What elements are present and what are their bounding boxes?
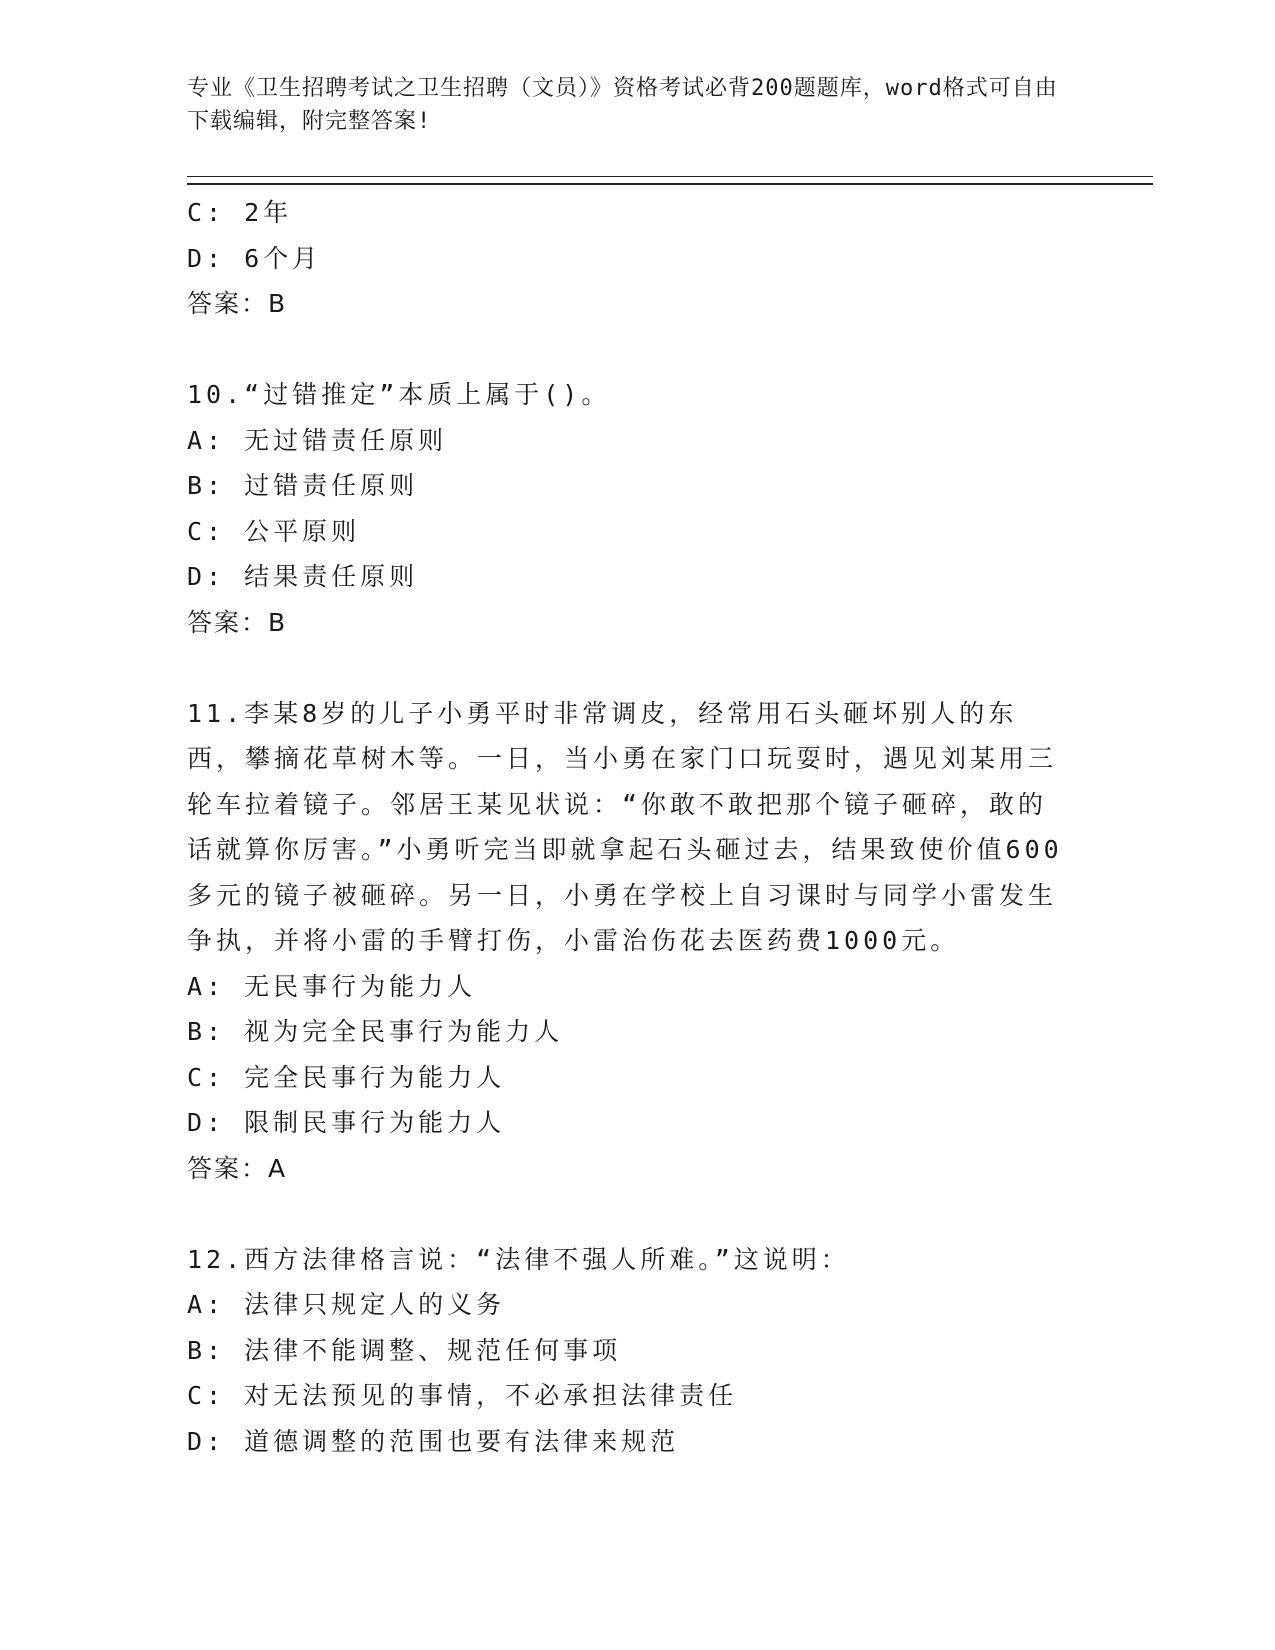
answer-line: 答案：B [187,289,288,318]
option-d [187,1100,1067,1146]
question-12 [187,1237,1067,1465]
option-text: 无过错责任原则 [244,425,448,455]
option-label: C: [187,516,226,546]
option-label: A: [187,971,226,1001]
option-d [187,1419,1067,1465]
option-c [187,1373,1067,1419]
option-b [187,1328,1067,1374]
header-divider [187,176,1153,185]
option-label: A: [187,1290,226,1319]
option-label: B: [187,1017,226,1046]
option-text: 道德调整的范围也要有法律来规范 [244,1426,680,1456]
option-text: 6个月 [244,243,322,273]
question-stem: 11.李某8岁的儿子小勇平时非常调皮，经常用石头砸坏别人的东西，攀摘花草树木等。一日，当小勇在家门口玩耍时，遇见刘某用三轮车拉着镜子。邻居王某见状说：“你敢不敢把那个镜子砸碎，敢的话就算你厉害。”小勇听完当即就拿起石头砸过去，结果致使价值600多元的镜子被砸碎。另一日，小勇在学校上自习课时与同学小雷发生争执，并将小雷的手臂打伤，小雷治伤花去医药费1000元。 [187,698,1063,955]
option-text: 法律只规定人的义务 [244,1290,506,1319]
option-label: D: [187,1426,226,1456]
option-b [187,463,1067,509]
option-a [187,964,1067,1010]
option-text: 法律不能调整、规范任何事项 [244,1335,622,1365]
option-text: 完全民事行为能力人 [244,1062,506,1092]
option-label: C: [187,1062,226,1092]
option-c [187,1055,1067,1101]
option-label: A: [187,425,226,455]
option-text: 2年 [244,198,293,227]
option-a [187,418,1067,464]
option-c [187,190,1067,236]
option-text: 无民事行为能力人 [244,971,477,1001]
option-text: 结果责任原则 [244,562,419,591]
continued-question [187,190,1067,327]
question-content [187,190,1067,1464]
option-label: C: [187,1381,226,1410]
option-a [187,1282,1067,1328]
option-label: B: [187,471,226,500]
option-label: D: [187,1108,226,1137]
option-label: C: [187,198,226,227]
option-d [187,236,1067,282]
option-label: D: [187,243,226,273]
question-10 [187,372,1067,645]
option-text: 限制民事行为能力人 [244,1108,506,1137]
option-c [187,509,1067,555]
question-11 [187,691,1067,1192]
option-label: B: [187,1335,226,1365]
option-d [187,554,1067,600]
option-label: D: [187,562,226,591]
question-stem: 12.西方法律格言说：“法律不强人所难。”这说明： [187,1244,850,1274]
option-text: 视为完全民事行为能力人 [244,1017,564,1046]
answer-line: 答案：A [187,1153,288,1183]
option-b [187,1009,1067,1055]
document-header [187,72,1067,138]
question-stem: 10.“过错推定”本质上属于()。 [187,380,611,409]
option-text: 过错责任原则 [244,471,419,500]
document-title: 专业《卫生招聘考试之卫生招聘（文员）》资格考试必背200题题库，word格式可自由下载编辑，附完整答案! [187,76,1058,134]
option-text: 对无法预见的事情，不必承担法律责任 [244,1381,738,1410]
answer-line: 答案：B [187,607,288,637]
option-text: 公平原则 [244,516,361,546]
